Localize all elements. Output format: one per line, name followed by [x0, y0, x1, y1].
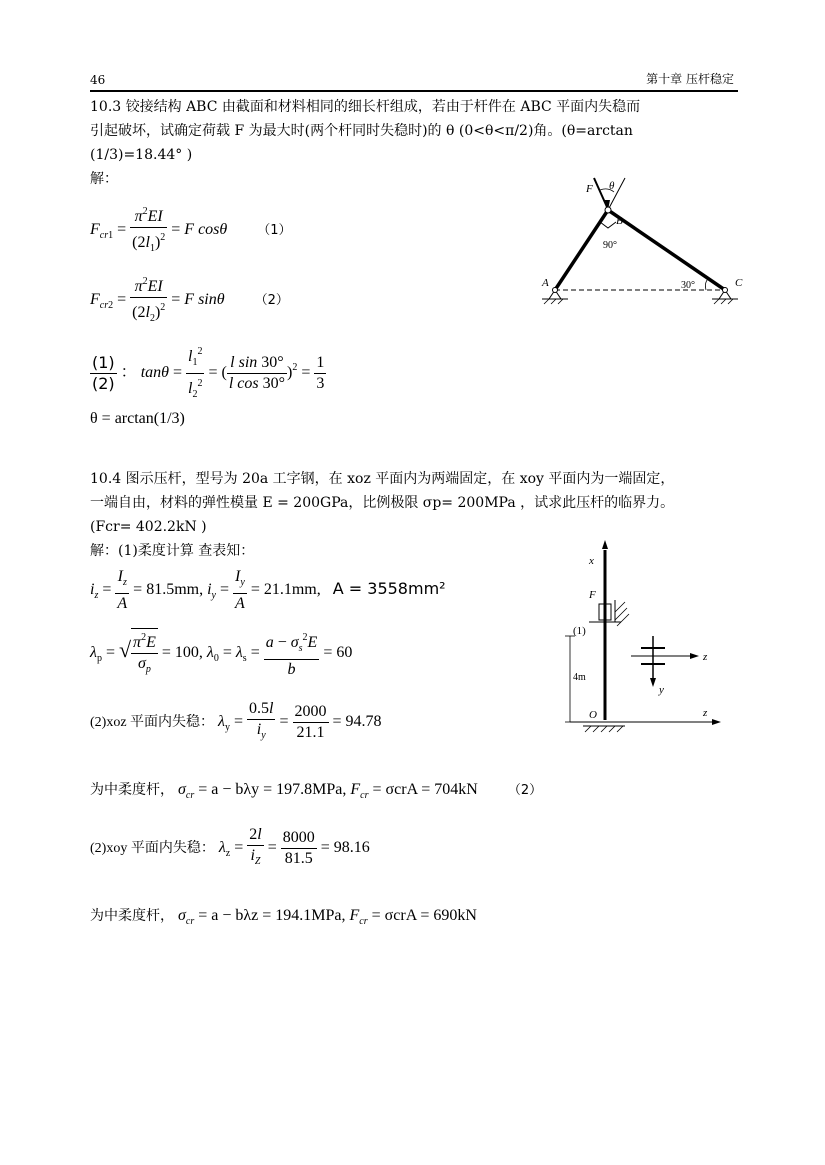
page-header	[90, 70, 738, 92]
equation-ratio: $\frac{(1)}{(2)}$ ： tanθ = $\frac{l_1^2}{l_2^2}$ = ( $\frac{\text{l sin 30°}}{\text{l cos 30°}}$ )$^2$ = $\frac{1}{3}$	[90, 343, 326, 404]
force-F-label: F	[589, 589, 596, 601]
problem-10-4-line3: (Fcr= 402.2kN )	[90, 519, 207, 535]
mid1-label: 为中柔度杆，	[90, 783, 174, 798]
problem-10-4-line2: 一端自由，材料的弹性模量 E = 200GPa，比例极限 σp= 200MPa ，试求此压杆的临界力。	[90, 495, 675, 511]
area-value: A = 3558mm²	[332, 579, 446, 599]
equation-xoz: (2)xoz 平面内失稳： $\lambda_y$ = $\frac{0.5l}{i_y}$ = $\frac{2000}{21.1}$ = 94.78	[90, 700, 382, 741]
mid2-force: = σcrA = 690kN	[371, 907, 477, 924]
column-figure	[555, 540, 735, 740]
label-C: C	[735, 277, 743, 289]
length-label: 4m	[573, 672, 586, 683]
problem-10-3-line3: (1/3)=18.44° )	[90, 147, 193, 163]
mid1-sigma: = a − bλy = 197.8MPa,	[198, 781, 347, 798]
problem-10-4-line1: 10.4 图示压杆，型号为 20a 工字钢，在 xoz 平面内为两端固定，在 xoy 平面内为一端固定，	[90, 471, 675, 487]
xoy-label: (2)xoy 平面内失稳：	[90, 841, 215, 857]
equation-xoy: (2)xoy 平面内失稳： $\lambda_z$ = $\frac{2l}{i_Z}$ = $\frac{8000}{81.5}$ = 98.16	[90, 826, 370, 867]
lambda-s-value: = 60	[323, 644, 353, 662]
mid2-label: 为中柔度杆，	[90, 909, 174, 924]
result-theta: θ = arctan(1/3)	[90, 410, 185, 427]
chapter-title: 第十章 压杆稳定	[646, 72, 734, 86]
equation-1: $F_{cr1}$ = $\frac{\pi^2EI}{(2l_1)^2}$ = F cosθ （1）	[90, 203, 292, 258]
xoy-result: = 98.16	[320, 839, 370, 857]
position-1-label: (1)	[573, 625, 586, 637]
mid1-tag: （2）	[507, 783, 543, 798]
axis-x-label: x	[589, 555, 594, 567]
iy-value: = 21.1mm,	[250, 581, 321, 599]
equation-radius-of-gyration: $i_z$ = $\frac{I_z}{A}$ = 81.5mm, $i_y$ = $\frac{I_y}{A}$ = 21.1mm, A = 3558mm²	[90, 568, 446, 612]
axis-y-section-label: y	[659, 684, 664, 696]
axis-z-section-label: z	[703, 651, 708, 663]
axis-z-base-label: z	[703, 707, 708, 719]
lambda-p-value: = 100,	[161, 644, 203, 662]
mid1-force: = σcrA = 704kN	[372, 781, 478, 798]
origin-O-label: O	[589, 709, 597, 721]
equation-2-tag: （2）	[254, 293, 289, 309]
solution-label-10-4: 解：(1)柔度计算 查表知：	[90, 543, 255, 559]
problem-10-3-line2: 引起破坏，试确定荷载 F 为最大时(两个杆同时失稳时)的 θ (0<θ<π/2)角。(θ=arctan	[90, 123, 633, 139]
equation-2: $F_{cr2}$ = $\frac{\pi^2EI}{(2l_2)^2}$ = F sinθ （2）	[90, 273, 289, 328]
equation-mid-slenderness-2: 为中柔度杆， $\sigma_{cr} = a - b\lambda z = 194.1MPa$, $F_{cr} = \sigma crA = 690kN$	[90, 907, 477, 927]
label-90: 90°	[603, 240, 617, 251]
page-number: 46	[90, 73, 106, 87]
label-theta: θ	[609, 180, 615, 192]
xoz-label: (2)xoz 平面内失稳：	[90, 715, 215, 731]
label-B: B	[616, 215, 623, 227]
label-F: F	[586, 183, 593, 195]
equation-mid-slenderness-1: 为中柔度杆， $\sigma_{cr} = a - b\lambda y = 197.8MPa$, $F_{cr} = \sigma crA = 704kN$ （2）	[90, 781, 543, 801]
solution-label-10-3: 解：	[90, 171, 118, 187]
problem-10-3-line1: 10.3 铰接结构 ABC 由截面和材料相同的细长杆组成，若由于杆件在 ABC 平面内失稳而	[90, 99, 641, 115]
mid2-sigma: = a − bλz = 194.1MPa,	[198, 907, 346, 924]
truss-figure	[520, 170, 760, 310]
iz-value: = 81.5mm,	[133, 581, 204, 599]
equation-slenderness: $\lambda_p$ = √ $\frac{\pi^2E}{\sigma_p}$ = 100, $\lambda_0 = \lambda_s$ = $\frac{a - \sigma_s^2E}{b}$ = 60	[90, 628, 352, 679]
xoz-result: = 94.78	[332, 713, 382, 731]
label-A: A	[542, 277, 549, 289]
equation-1-tag: （1）	[257, 223, 292, 239]
label-30: 30°	[681, 280, 695, 291]
